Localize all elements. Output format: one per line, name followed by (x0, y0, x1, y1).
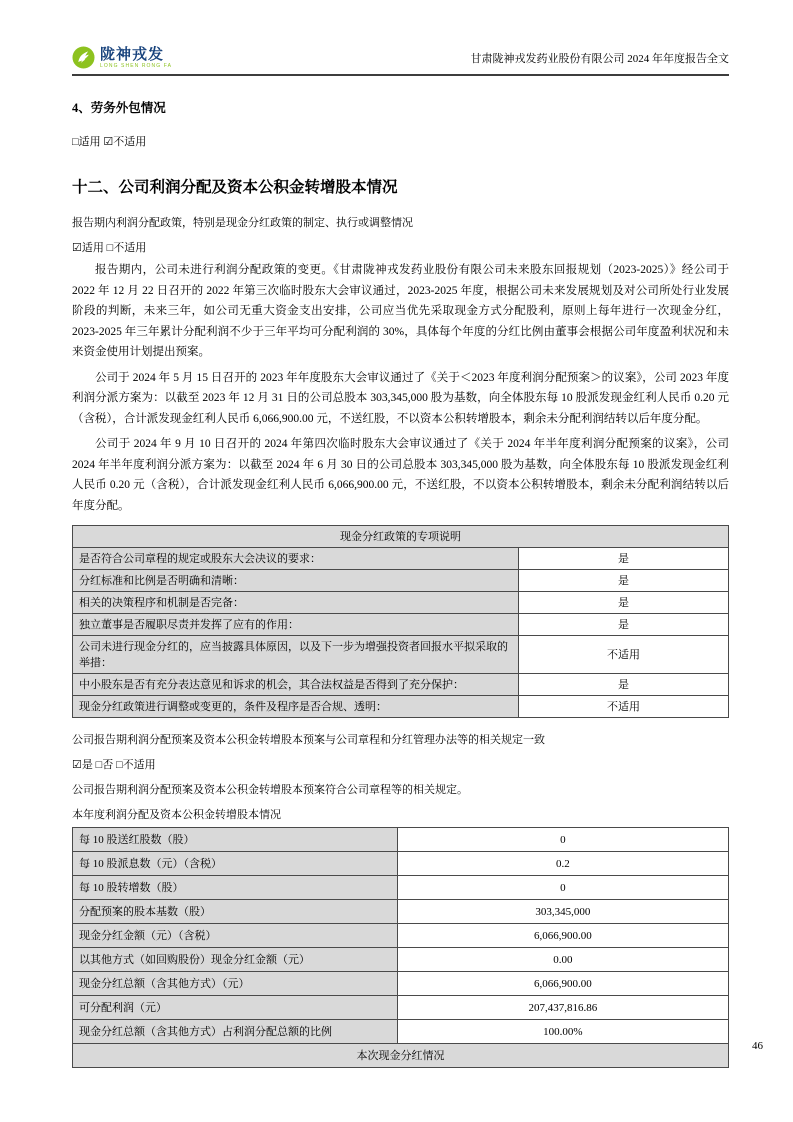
company-logo-text (100, 47, 172, 69)
table-row (73, 548, 729, 570)
dist-row-value: 100.00% (397, 1020, 728, 1044)
table-row (73, 636, 729, 674)
company-logo (72, 46, 172, 69)
table-row (73, 828, 729, 852)
dist-row-label: 每 10 股送红股数（股） (73, 828, 398, 852)
table-row (73, 900, 729, 924)
policy-row-label: 现金分红政策进行调整或变更的，条件及程序是否合规、透明： (73, 696, 519, 718)
company-logo-subtitle: LONG SHEN RONG FA (100, 62, 173, 69)
profit-distribution-heading: 十二、公司利润分配及资本公积金转增股本情况 (72, 179, 398, 196)
policy-row-label: 相关的决策程序和机制是否完备： (73, 592, 519, 614)
dist-row-label: 分配预案的股本基数（股） (73, 900, 398, 924)
distribution-table-caption: 本年度利润分配及资本公积金转增股本情况 (72, 809, 281, 821)
policy-row-label: 公司未进行现金分红的，应当披露具体原因，以及下一步为增强投资者回报水平拟采取的举措： (73, 636, 519, 674)
dist-row-value: 0.2 (397, 852, 728, 876)
table-row (73, 996, 729, 1020)
dist-row-value: 207,437,816.86 (397, 996, 728, 1020)
labor-outsourcing-heading: 4、劳务外包情况 (72, 101, 166, 115)
policy-row-value: 是 (519, 674, 729, 696)
table-row (73, 972, 729, 996)
company-logo-name: 陇神戎发 (100, 45, 165, 63)
policy-row-label: 分红标准和比例是否明确和清晰： (73, 570, 519, 592)
policy-paragraph: 报告期内，公司未进行利润分配政策的变更。《甘肃陇神戎发药业股份有限公司未来股东回报规划（2023-2025）》经公司于 2022 年 12 月 22 日召开的 2022 年第三次临时股东大会审议通过，2023-2025 年度，根据公司未来发展规划及对公司所处行业发展阶段的判断，未来三年，如公司无重大资金支出安排，公司应当优先采取现金方式分配股利，原则上每年进行一次现金分红，2023-2025 年三年累计分配利润不少于三年平均可分配利润的 30%，具体每个年度的分红比例由董事会根据公司年度盈利状况和未来资金使用计划提出预案。 (72, 264, 729, 358)
policy-row-value: 是 (519, 592, 729, 614)
policy-row-label: 是否符合公司章程的规定或股东大会决议的要求： (73, 548, 519, 570)
dist-row-label: 现金分红总额（含其他方式）（元） (73, 972, 398, 996)
table-row (73, 570, 729, 592)
labor-applicability-checkboxes: □适用 ☑不适用 (72, 136, 147, 148)
policy-paragraph: 公司于 2024 年 9 月 10 日召开的 2024 年第四次临时股东大会审议通过了《关于 2024 年半年度利润分配预案的议案》，公司 2024 年半年度利润分派方案为：以截至 2024 年 6 月 30 日的公司总股本 303,345,000 股为基数，向全体股东每 10 股派发现金红利人民币 0.20 元（含税），合计派发现金红利人民币 6,066,900.00 元，不送红股，不以资本公积转增股本，剩余未分配利润结转以后年度分配。 (72, 438, 729, 512)
policy-row-value: 是 (519, 614, 729, 636)
policy-row-value: 是 (519, 548, 729, 570)
dist-row-label: 每 10 股派息数（元）（含税） (73, 852, 398, 876)
policy-paragraph: 公司于 2024 年 5 月 15 日召开的 2023 年年度股东大会审议通过了《关于＜2023 年度利润分配预案＞的议案》，公司 2023 年度利润分派方案为：以截至 2023 年 12 月 31 日的公司总股本 303,345,000 股为基数，向全体股东每 10 股派发现金红利人民币 0.20 元（含税），合计派发现金红利人民币 6,066,900.00 元，不送红股，不以资本公积转增股本，剩余未分配利润结转以后年度分配。 (72, 371, 729, 425)
dist-row-value: 0.00 (397, 948, 728, 972)
policy-row-label: 中小股东是否有充分表达意见和诉求的机会，其合法权益是否得到了充分保护： (73, 674, 519, 696)
table-row (73, 674, 729, 696)
dist-table-footer-row (73, 1044, 729, 1068)
dist-row-label: 现金分红金额（元）（含税） (73, 924, 398, 948)
profit-distribution-table (72, 827, 729, 1068)
dist-row-value: 0 (397, 828, 728, 852)
policy-applicability-checkboxes: ☑适用 □不适用 (72, 242, 147, 254)
cash-dividend-policy-table (72, 525, 729, 718)
dividend-policy-intro: 报告期内利润分配政策，特别是现金分红政策的制定、执行或调整情况 (72, 217, 413, 229)
dist-row-value: 6,066,900.00 (397, 972, 728, 996)
consistency-conclusion: 公司报告期利润分配预案及资本公积金转增股本预案符合公司章程等的相关规定。 (72, 784, 468, 796)
policy-table-title-row (73, 526, 729, 548)
company-logo-icon (72, 46, 95, 69)
table-row (73, 696, 729, 718)
table-row (73, 948, 729, 972)
policy-row-value: 不适用 (519, 636, 729, 674)
dist-row-value: 6,066,900.00 (397, 924, 728, 948)
table-row (73, 592, 729, 614)
dist-row-value: 303,345,000 (397, 900, 728, 924)
consistency-checkboxes: ☑是 □否 □不适用 (72, 759, 156, 771)
dist-row-label: 可分配利润（元） (73, 996, 398, 1020)
table-row (73, 1020, 729, 1044)
page-header (72, 46, 729, 76)
table-row (73, 876, 729, 900)
policy-row-value: 是 (519, 570, 729, 592)
dist-table-footer: 本次现金分红情况 (73, 1044, 729, 1068)
dist-row-label: 以其他方式（如回购股份）现金分红金额（元） (73, 948, 398, 972)
policy-row-label: 独立董事是否履职尽责并发挥了应有的作用： (73, 614, 519, 636)
table-row (73, 614, 729, 636)
dist-row-label: 每 10 股转增数（股） (73, 876, 398, 900)
report-title: 甘肃陇神戎发药业股份有限公司 2024 年年度报告全文 (470, 53, 729, 65)
table-row (73, 852, 729, 876)
page-number: 46 (752, 1040, 763, 1052)
dist-row-label: 现金分红总额（含其他方式）占利润分配总额的比例 (73, 1020, 398, 1044)
table-row (73, 924, 729, 948)
consistency-statement: 公司报告期利润分配预案及资本公积金转增股本预案与公司章程和分红管理办法等的相关规定一致 (72, 734, 545, 746)
dist-row-value: 0 (397, 876, 728, 900)
policy-table-title: 现金分红政策的专项说明 (73, 526, 729, 548)
policy-row-value: 不适用 (519, 696, 729, 718)
